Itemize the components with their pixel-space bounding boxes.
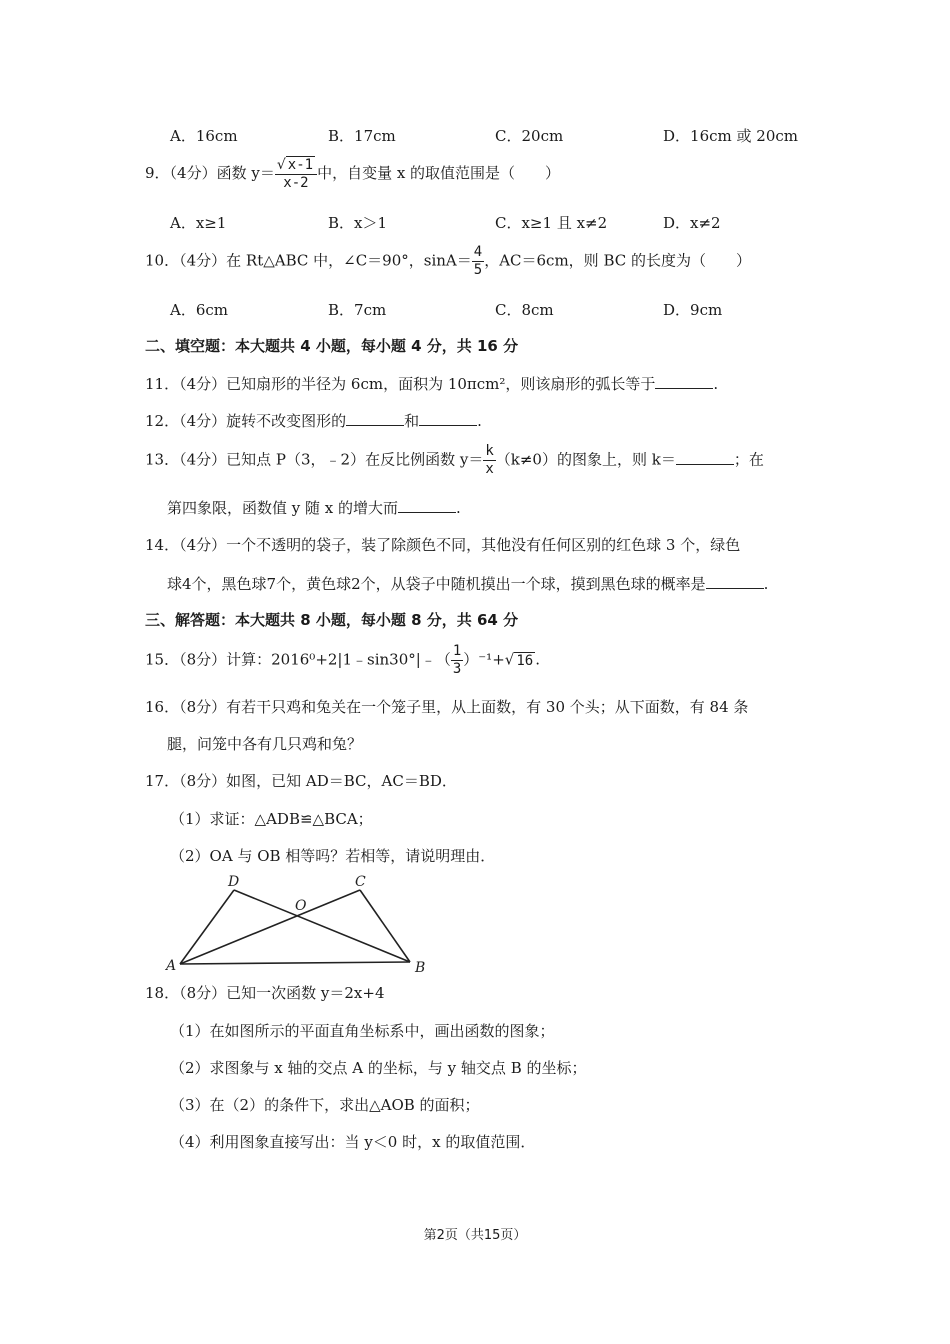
q12-answer-blank-2[interactable]: [419, 411, 477, 426]
q13: [145, 443, 764, 478]
q13-mid: （k≠0）的图象上，则 k＝: [495, 450, 676, 469]
sqrt-icon: √: [504, 650, 515, 669]
q13-answer-blank-1[interactable]: [676, 450, 734, 465]
label-b: B: [415, 960, 426, 976]
q17-stem: 17．（8分）如图，已知 AD＝BC，AC＝BD．: [145, 772, 457, 790]
q8-option-a: A．16cm: [170, 127, 238, 145]
label-c: C: [355, 874, 366, 890]
q13-denominator: x: [485, 461, 494, 477]
q9-options: [170, 212, 810, 232]
q12-mid: 和: [404, 412, 420, 430]
q17-part2: （2）OA 与 OB 相等吗？若相等，请说明理由．: [170, 847, 496, 865]
q11: [145, 374, 718, 393]
q8-options: [170, 125, 810, 145]
q18-part4: （4）利用图象直接写出：当 y＜0 时，x 的取值范围．: [170, 1133, 536, 1151]
q13-numerator: k: [485, 443, 494, 459]
q10-option-d: D．9cm: [663, 301, 723, 319]
q10-option-b: B．7cm: [328, 301, 387, 319]
q13-line2-end: .: [456, 499, 461, 517]
q9-option-b: B．x＞1: [328, 214, 388, 232]
q14-line1: 14．（4分）一个不透明的袋子，装了除颜色不同，其他没有任何区别的红色球 3 个，绿色: [145, 536, 741, 554]
q11-answer-blank[interactable]: [655, 374, 713, 389]
q14-line2-text: 球4个，黑色球7个，黄色球2个，从袋子中随机摸出一个球，摸到黑色球的概率是: [167, 575, 706, 593]
q15-fraction: [451, 643, 463, 678]
q9-option-d: D．x≠2: [663, 214, 721, 232]
sqrt-icon: √: [276, 157, 286, 173]
label-a: A: [166, 958, 177, 974]
q9-option-c: C．x≥1 且 x≠2: [495, 214, 608, 232]
q15-mid: ）⁻¹+: [463, 650, 505, 669]
q11-end: .: [713, 375, 719, 393]
q14-end: .: [763, 575, 769, 593]
q10-fraction: [472, 244, 484, 279]
q9-denominator: x-2: [283, 175, 309, 191]
q10-numerator: 4: [473, 244, 483, 260]
q13-line2-text: 第四象限，函数值 y 随 x 的增大而: [167, 499, 399, 517]
q15-end: .: [535, 650, 540, 669]
q13-end: ；在: [733, 450, 764, 469]
q14-answer-blank[interactable]: [706, 574, 764, 589]
q15-numerator: 1: [452, 643, 462, 659]
q18-stem: 18．（8分）已知一次函数 y＝2x+4: [145, 984, 385, 1002]
q11-text: 11．（4分）已知扇形的半径为 6cm，面积为 10πcm²，则该扇形的弧长等于: [145, 375, 656, 393]
label-d: D: [228, 874, 240, 890]
q15-prefix: 15．（8分）计算：2016⁰+2|1﹣sin30°|﹣（: [145, 650, 451, 669]
q8-option-d: D．16cm 或 20cm: [663, 127, 798, 145]
q13-answer-blank-2[interactable]: [398, 498, 456, 513]
q15: [145, 643, 540, 678]
q9-prefix: 9．（4分）函数 y＝: [145, 164, 275, 182]
q16-line1: 16．（8分）有若干只鸡和兔关在一个笼子里，从上面数，有 30 个头；从下面数，有 84 条: [145, 698, 749, 716]
q14-line2: [167, 574, 768, 593]
segment-db: [234, 890, 410, 962]
q10-option-a: A．6cm: [170, 301, 229, 319]
section-solve-heading: 三、解答题：本大题共 8 小题，每小题 8 分，共 64 分: [145, 611, 519, 629]
q10-option-c: C．8cm: [495, 301, 554, 319]
q18-part2: （2）求图象与 x 轴的交点 A 的坐标，与 y 轴交点 B 的坐标；: [170, 1059, 587, 1077]
q12-answer-blank-1[interactable]: [346, 411, 404, 426]
q12-end: .: [477, 412, 482, 430]
q10-options: [170, 299, 810, 319]
label-o: O: [295, 898, 307, 914]
q18-part1: （1）在如图所示的平面直角坐标系中，画出函数的图象；: [170, 1022, 555, 1040]
q18-part3: （3）在（2）的条件下，求出△AOB 的面积；: [170, 1096, 480, 1114]
q10-stem: [145, 244, 751, 279]
q9-stem: [145, 156, 560, 192]
q15-denominator: 3: [452, 661, 462, 677]
q10-denominator: 5: [473, 262, 483, 278]
section-fill-blank-heading: 二、填空题：本大题共 4 小题，每小题 4 分，共 16 分: [145, 337, 519, 355]
q8-option-b: B．17cm: [328, 127, 396, 145]
q16-line2: 腿，问笼中各有几只鸡和兔？: [167, 735, 363, 753]
q9-option-a: A．x≥1: [170, 214, 227, 232]
q10-suffix: ，AC＝6cm，则 BC 的长度为（ ）: [484, 251, 751, 270]
q17-part1: （1）求证：△ADB≌△BCA；: [170, 810, 373, 828]
q17-triangle-figure: [160, 868, 440, 976]
q10-prefix: 10．（4分）在 Rt△ABC 中，∠C＝90°，sinA＝: [145, 251, 472, 270]
segment-ab: [180, 962, 410, 964]
q13-prefix: 13．（4分）已知点 P（3，﹣2）在反比例函数 y＝: [145, 450, 484, 469]
q9-suffix: 中，自变量 x 的取值范围是（ ）: [317, 164, 561, 182]
q9-fraction: [275, 156, 317, 192]
q13-fraction: [483, 443, 495, 478]
q13-line2: [167, 498, 461, 517]
q9-numerator: x-1: [287, 157, 314, 173]
q8-option-c: C．20cm: [495, 127, 564, 145]
q12-prefix: 12．（4分）旋转不改变图形的: [145, 412, 347, 430]
q15-radicand: 16: [516, 652, 534, 669]
page-footer: 第2页（共15页）: [423, 1228, 527, 1243]
q12: [145, 411, 482, 430]
